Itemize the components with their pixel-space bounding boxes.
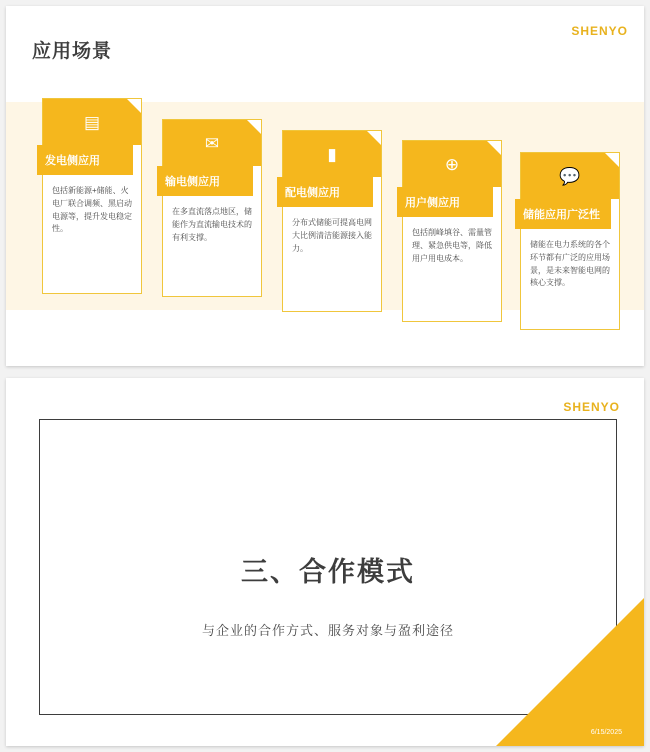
scenario-card[interactable] bbox=[42, 98, 142, 294]
corner-notch bbox=[367, 131, 381, 145]
card-icon-wrap bbox=[521, 153, 619, 199]
scenario-card[interactable] bbox=[520, 152, 620, 330]
slide-date: 6/15/2025 bbox=[590, 729, 622, 736]
card-icon-wrap bbox=[43, 99, 141, 145]
lightbulb-icon: ▮ bbox=[327, 144, 337, 164]
card-icon-wrap bbox=[403, 141, 501, 187]
slide-application-scenarios[interactable] bbox=[6, 6, 644, 366]
brand-logo: SHENYO bbox=[563, 400, 620, 414]
triangle-decoration bbox=[496, 598, 644, 746]
globe-icon: ⊕ bbox=[444, 154, 460, 174]
page-title: 应用场景 bbox=[32, 41, 113, 62]
brand-logo: SHENYO bbox=[571, 24, 628, 38]
section-subtitle: 与企业的合作方式、服务对象与盈利途径 bbox=[201, 623, 454, 638]
envelope-icon: ✉ bbox=[204, 133, 220, 153]
chat-bubble-icon: 💬 bbox=[559, 166, 581, 186]
corner-notch bbox=[127, 99, 141, 113]
section-title: 三、合作模式 bbox=[241, 557, 415, 587]
card-label: 发电侧应用 bbox=[37, 145, 133, 175]
card-label: 输电侧应用 bbox=[157, 166, 253, 196]
card-label: 用户侧应用 bbox=[397, 187, 493, 217]
card-label: 储能应用广泛性 bbox=[515, 199, 611, 229]
slide-section-divider[interactable] bbox=[6, 378, 644, 746]
corner-notch bbox=[487, 141, 501, 155]
card-icon-wrap bbox=[163, 120, 261, 166]
chart-monitor-icon: ▤ bbox=[83, 112, 101, 132]
card-icon-wrap bbox=[283, 131, 381, 177]
card-body-text: 包括削峰填谷、需量管理、紧急供电等，降低用户用电成本。 bbox=[412, 228, 492, 263]
scenario-card[interactable] bbox=[282, 130, 382, 312]
card-body-text: 储能在电力系统的各个环节都有广泛的应用场景，是未来智能电网的核心支撑。 bbox=[530, 240, 610, 288]
card-body-text: 分布式储能可提高电网大比例清洁能源接入能力。 bbox=[292, 218, 372, 253]
card-body-text: 包括新能源+储能、火电厂联合调频、黑启动电源等，提升发电稳定性。 bbox=[52, 186, 132, 234]
card-group bbox=[6, 6, 644, 366]
corner-notch bbox=[605, 153, 619, 167]
scenario-card[interactable] bbox=[402, 140, 502, 322]
card-label: 配电侧应用 bbox=[277, 177, 373, 207]
corner-notch bbox=[247, 120, 261, 134]
card-body-text: 在多直流落点地区，储能作为直流输电技术的有利支撑。 bbox=[172, 207, 252, 242]
scenario-card[interactable] bbox=[162, 119, 262, 297]
